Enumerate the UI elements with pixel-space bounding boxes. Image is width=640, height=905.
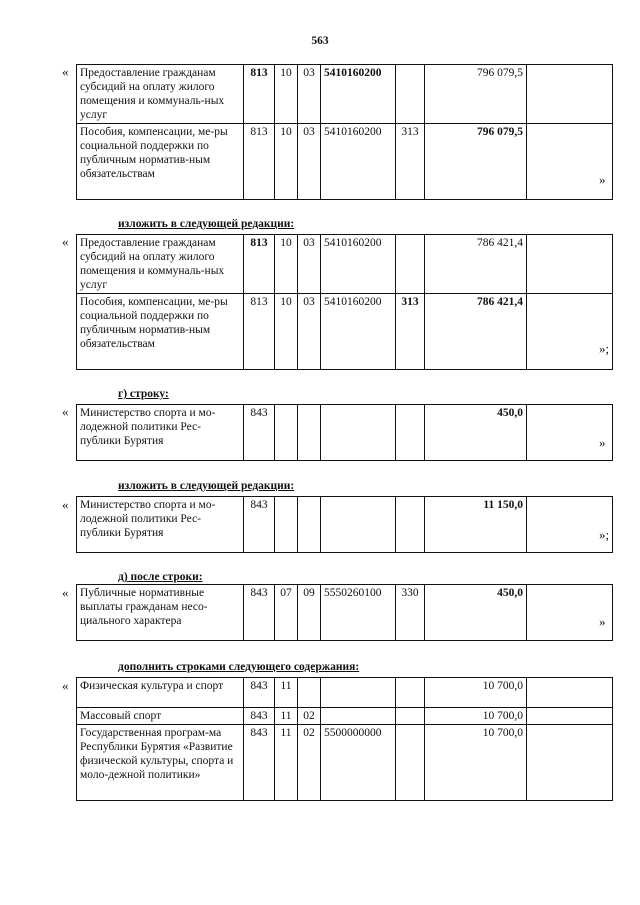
row-empty — [527, 294, 613, 370]
row-pr — [298, 678, 321, 708]
row-csr — [321, 678, 396, 708]
row-name: Физическая культура и спорт — [77, 678, 244, 708]
row-pr — [298, 497, 321, 553]
row-sum: 450,0 — [425, 585, 527, 641]
row-gr: 843 — [244, 585, 275, 641]
table-row — [77, 235, 613, 294]
row-gr: 843 — [244, 725, 275, 801]
row-csr: 5550260100 — [321, 585, 396, 641]
row-vr — [396, 235, 425, 294]
row-vr — [396, 405, 425, 461]
row-csr: 5410160200 — [321, 65, 396, 124]
row-gr: 813 — [244, 294, 275, 370]
row-csr: 5410160200 — [321, 235, 396, 294]
row-gr: 843 — [244, 405, 275, 461]
row-rz — [275, 497, 298, 553]
row-rz: 10 — [275, 294, 298, 370]
table-row — [77, 124, 613, 200]
table-row — [77, 725, 613, 801]
row-rz: 11 — [275, 708, 298, 725]
open-quote: « — [62, 497, 69, 512]
page-number: 563 — [311, 35, 329, 47]
table-row — [77, 405, 613, 461]
row-pr: 03 — [298, 294, 321, 370]
row-empty — [527, 678, 613, 708]
close-quote: » — [599, 172, 606, 187]
row-name: Предоставление гражданам субсидий на оплату жилого помещения и коммуналь-ных услуг — [77, 235, 244, 294]
row-name: Пособия, компенсации, ме-ры социальной поддержки по публичным норматив-ным обязательствам — [77, 294, 244, 370]
row-rz: 10 — [275, 235, 298, 294]
row-pr: 03 — [298, 124, 321, 200]
row-vr: 330 — [396, 585, 425, 641]
row-name: Государственная програм-ма Республики Бурятия «Развитие физической культуры, спорта и моло-дежной политики» — [77, 725, 244, 801]
open-quote: « — [62, 64, 69, 79]
row-rz: 07 — [275, 585, 298, 641]
table-row — [77, 294, 613, 370]
open-quote: « — [62, 678, 69, 693]
row-empty — [527, 65, 613, 124]
row-gr: 813 — [244, 65, 275, 124]
row-rz: 10 — [275, 65, 298, 124]
row-csr — [321, 708, 396, 725]
row-sum: 796 079,5 — [425, 65, 527, 124]
row-sum: 10 700,0 — [425, 678, 527, 708]
row-empty — [527, 124, 613, 200]
row-vr: 313 — [396, 294, 425, 370]
close-quote: » — [599, 614, 606, 629]
row-rz — [275, 405, 298, 461]
row-pr: 03 — [298, 235, 321, 294]
row-vr — [396, 708, 425, 725]
row-name: Публичные нормативные выплаты гражданам несо-циального характера — [77, 585, 244, 641]
row-vr — [396, 497, 425, 553]
row-gr: 843 — [244, 497, 275, 553]
table-row — [77, 585, 613, 641]
budget-table-4 — [76, 496, 613, 553]
section-heading: дополнить строками следующего содержания: — [118, 661, 360, 673]
open-quote: « — [62, 234, 69, 249]
section-heading: изложить в следующей редакции: — [118, 218, 295, 230]
row-name: Министерство спорта и мо-лодежной политики Рес-публики Бурятия — [77, 405, 244, 461]
row-name: Массовый спорт — [77, 708, 244, 725]
row-pr: 02 — [298, 725, 321, 801]
row-name: Пособия, компенсации, ме-ры социальной поддержки по публичным норматив-ным обязательствам — [77, 124, 244, 200]
row-sum: 11 150,0 — [425, 497, 527, 553]
budget-table-2 — [76, 234, 613, 370]
row-vr — [396, 725, 425, 801]
row-gr: 843 — [244, 708, 275, 725]
row-rz: 11 — [275, 678, 298, 708]
table-row — [77, 708, 613, 725]
budget-table-6 — [76, 677, 613, 801]
section-heading: изложить в следующей редакции: — [118, 480, 295, 492]
row-sum: 796 079,5 — [425, 124, 527, 200]
row-rz: 11 — [275, 725, 298, 801]
row-gr: 813 — [244, 235, 275, 294]
row-pr: 02 — [298, 708, 321, 725]
row-pr — [298, 405, 321, 461]
row-name: Министерство спорта и мо-лодежной политики Рес-публики Бурятия — [77, 497, 244, 553]
row-csr: 5500000000 — [321, 725, 396, 801]
row-empty — [527, 585, 613, 641]
table-row — [77, 65, 613, 124]
table-row — [77, 678, 613, 708]
row-gr: 843 — [244, 678, 275, 708]
open-quote: « — [62, 404, 69, 419]
section-heading: г) строку: — [118, 388, 169, 400]
budget-table-3 — [76, 404, 613, 461]
row-sum: 786 421,4 — [425, 235, 527, 294]
section-heading: д) после строки: — [118, 571, 203, 583]
row-vr: 313 — [396, 124, 425, 200]
row-sum: 10 700,0 — [425, 725, 527, 801]
row-csr — [321, 497, 396, 553]
budget-table-1 — [76, 64, 613, 200]
open-quote: « — [62, 585, 69, 600]
row-csr: 5410160200 — [321, 124, 396, 200]
row-empty — [527, 235, 613, 294]
row-empty — [527, 725, 613, 801]
budget-table-5 — [76, 584, 613, 641]
close-quote: » — [599, 435, 606, 450]
row-empty — [527, 405, 613, 461]
row-empty — [527, 497, 613, 553]
row-pr: 03 — [298, 65, 321, 124]
row-sum: 786 421,4 — [425, 294, 527, 370]
row-vr — [396, 678, 425, 708]
row-sum: 450,0 — [425, 405, 527, 461]
row-sum: 10 700,0 — [425, 708, 527, 725]
close-quote-semicolon: »; — [599, 527, 610, 542]
row-rz: 10 — [275, 124, 298, 200]
row-csr — [321, 405, 396, 461]
row-pr: 09 — [298, 585, 321, 641]
row-csr: 5410160200 — [321, 294, 396, 370]
row-name: Предоставление гражданам субсидий на оплату жилого помещения и коммуналь-ных услуг — [77, 65, 244, 124]
close-quote-semicolon: »; — [599, 341, 610, 356]
row-empty — [527, 708, 613, 725]
row-gr: 813 — [244, 124, 275, 200]
table-row — [77, 497, 613, 553]
row-vr — [396, 65, 425, 124]
